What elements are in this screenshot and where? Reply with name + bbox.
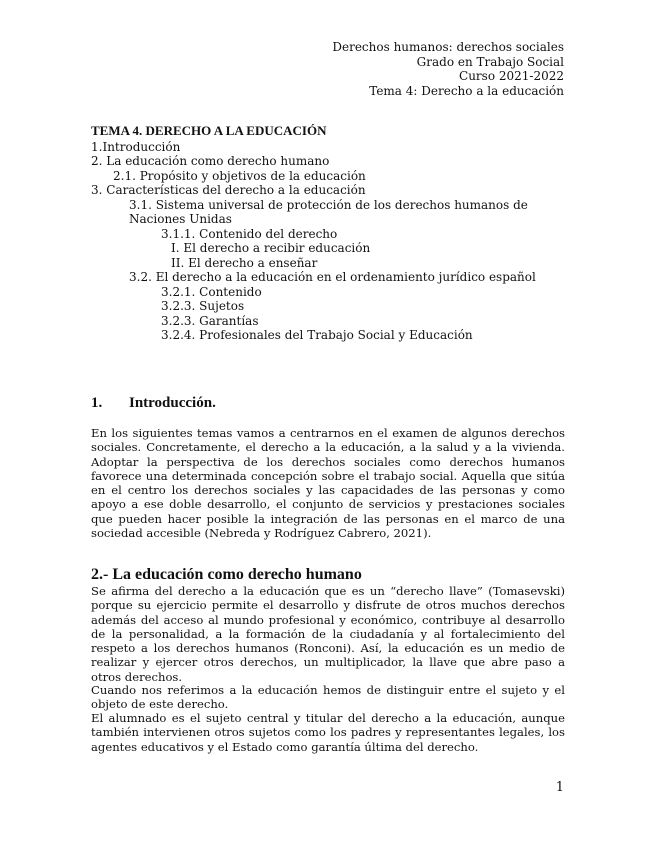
toc-item: 3.2. El derecho a la educación en el ordenamiento jurídico español bbox=[129, 270, 536, 284]
document-header bbox=[332, 40, 564, 98]
toc-item: 3.2.1. Contenido bbox=[161, 284, 262, 299]
toc-item: 2. La educación como derecho humano bbox=[91, 154, 330, 168]
toc-title: TEMA 4. DERECHO A LA EDUCACIÓN bbox=[91, 123, 327, 138]
toc-item: 1.Introducción bbox=[91, 139, 181, 154]
page-number: 1 bbox=[555, 780, 564, 795]
section-1-number: 1. bbox=[91, 395, 103, 411]
toc-item: 3.1.1. Contenido del derecho bbox=[161, 226, 338, 241]
section-2-heading: 2.- La educación como derecho humano bbox=[91, 566, 362, 583]
table-of-contents bbox=[91, 124, 571, 343]
toc-item: 3. Características del derecho a la educación bbox=[91, 183, 366, 197]
section-1-paragraph: En los siguientes temas vamos a centrarnos en el examen de algunos derechos sociales. Concretamente, el derecho a la educación, a la salud y a la vivienda. Adoptar la perspectiva de los derechos sociales como derechos humanos favorece una determinada concepción sobre el trabajo social. Aquella que sitúa en el centro los derechos sociales y las capacidades de las personas y como apoyo a ese doble desarrollo, el conjunto de servicios y prestaciones sociales que pueden hacer posible la integración de las personas en el marco de una sociedad accesible (Nebreda y Rodríguez Cabrero, 2021). bbox=[91, 426, 565, 541]
header-topic: Tema 4: Derecho a la educación bbox=[369, 83, 564, 98]
section-1-heading bbox=[91, 395, 216, 412]
toc-item: 3.2.4. Profesionales del Trabajo Social y Educación bbox=[161, 328, 473, 342]
section-2-paragraph-2: Cuando nos referimos a la educación hemos de distinguir entre el sujeto y el objeto de este derecho. bbox=[91, 683, 565, 712]
section-1-title: Introducción. bbox=[129, 395, 216, 411]
toc-item: 3.2.3. Garantías bbox=[161, 313, 259, 328]
toc-item: II. El derecho a enseñar bbox=[171, 255, 318, 270]
toc-item: I. El derecho a recibir educación bbox=[171, 241, 371, 255]
toc-item: 3.2.3. Sujetos bbox=[161, 299, 245, 313]
header-academic-year: Curso 2021-2022 bbox=[459, 69, 564, 83]
section-2-paragraph-1: Se afirma del derecho a la educación que es un “derecho llave” (Tomasevski) porque su ejercicio permite el desarrollo y disfrute de otros muchos derechos además del acceso al mundo profesional y económico, contribuye al desarrollo de la personalidad, a la formación de la ciudadanía y al fortalecimiento del respeto a los derechos humanos (Ronconi). Así, la educación es un medio de realizar y ejercer otros derechos, un multiplicador, la llave que abre paso a otros derechos. bbox=[91, 584, 565, 684]
header-degree: Grado en Trabajo Social bbox=[416, 54, 564, 69]
section-2-paragraph-3: El alumnado es el sujeto central y titular del derecho a la educación, aunque también intervienen otros sujetos como los padres y representantes legales, los agentes educativos y el Estado como garantía última del derecho. bbox=[91, 711, 565, 754]
header-course-title: Derechos humanos: derechos sociales bbox=[332, 40, 564, 54]
toc-item: 2.1. Propósito y objetivos de la educación bbox=[113, 168, 366, 183]
toc-item: 3.1. Sistema universal de protección de los derechos humanos de Naciones Unidas bbox=[129, 197, 528, 226]
